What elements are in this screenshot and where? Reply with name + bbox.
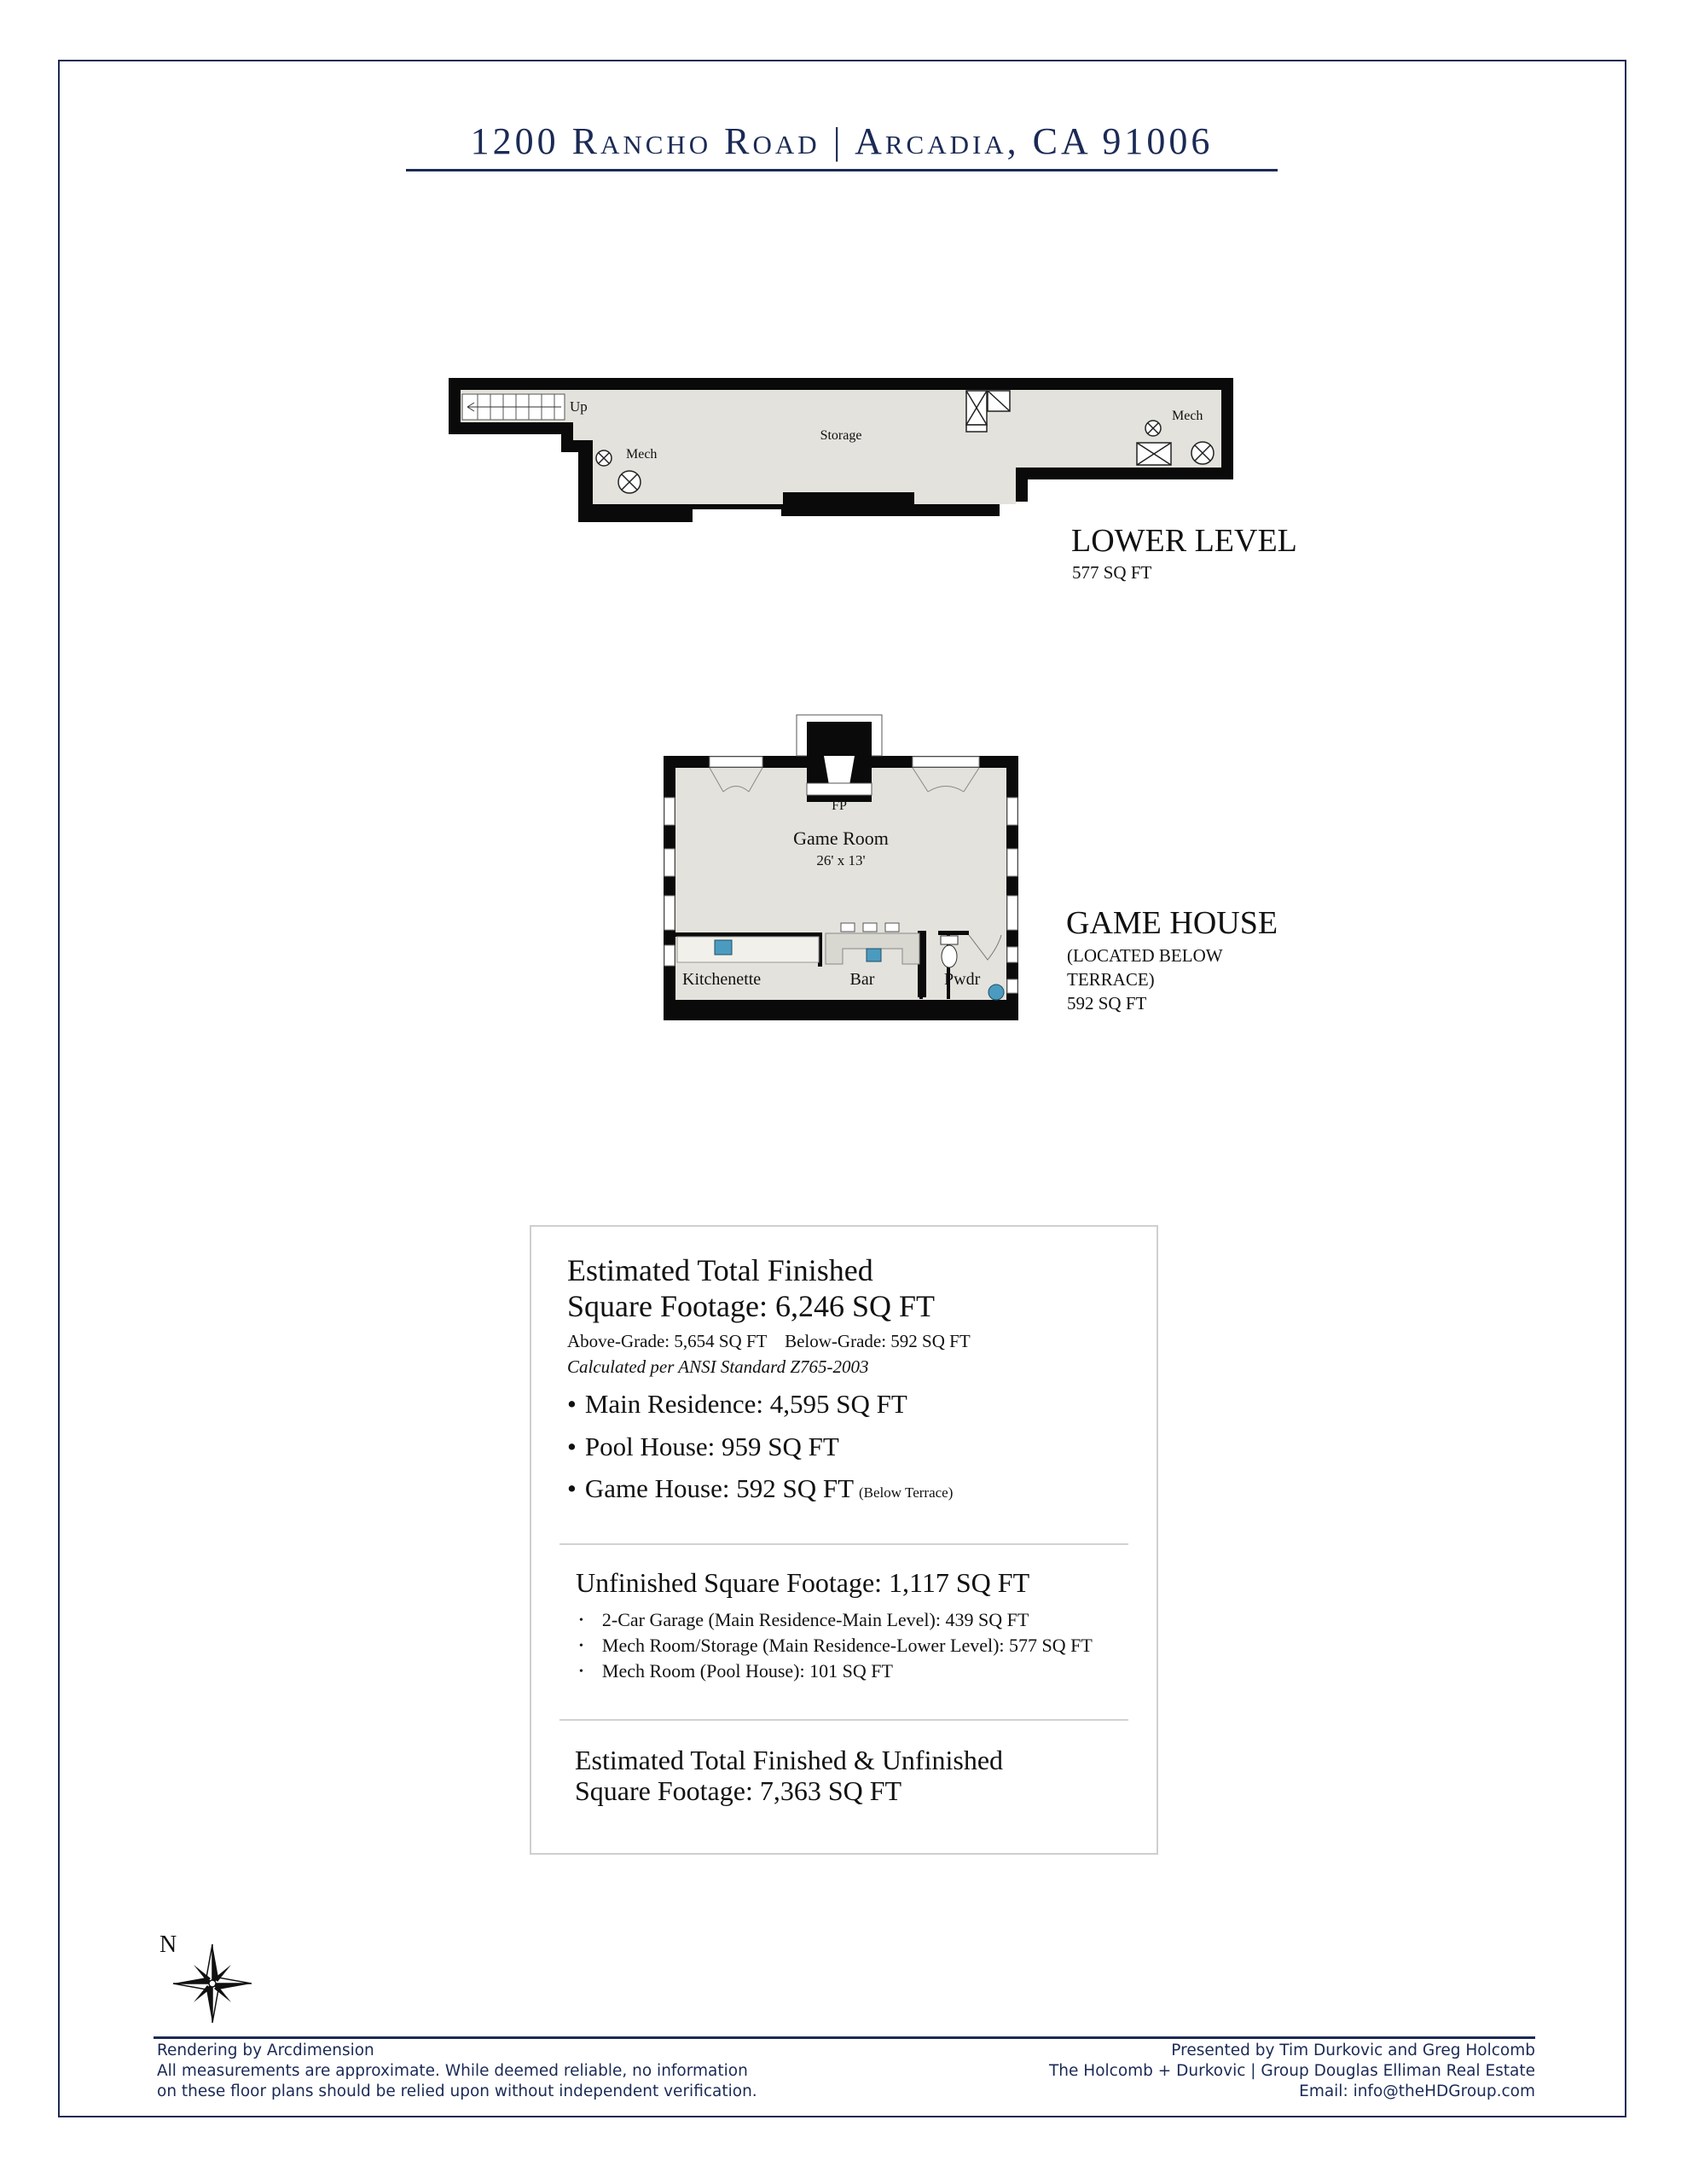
fireplace-icon <box>797 715 882 802</box>
footer-right-2: The Holcomb + Durkovic | Group Douglas Elliman Real Estate <box>1049 2062 1535 2080</box>
grade-breakdown: Above-Grade: 5,654 SQ FT Below-Grade: 592 SQ FT <box>567 1331 971 1351</box>
kitchenette-counter <box>677 937 819 962</box>
square-footage-summary <box>530 1225 1158 1855</box>
game-house-note-2: TERRACE) <box>1067 969 1155 990</box>
north-label: N <box>159 1931 177 1958</box>
bar-label: Bar <box>849 970 875 989</box>
lower-level-wall-thick <box>783 492 914 504</box>
compass-rose-icon <box>158 1930 252 2024</box>
lower-level-title: LOWER LEVEL <box>1071 523 1297 559</box>
pool-house-text: Pool House: 959 SQ FT <box>584 1432 839 1461</box>
game-room-label: Game Room <box>793 828 889 849</box>
kitchenette-label: Kitchenette <box>682 970 762 989</box>
floor-plans <box>0 0 1687 1066</box>
stairs-icon <box>462 394 565 420</box>
game-house-plan <box>664 715 1018 1020</box>
pwdr-sink-icon <box>988 985 1004 1000</box>
footer-contact <box>1049 2041 1535 2102</box>
footer-rule <box>154 2036 1535 2039</box>
game-house-note: (Below Terrace) <box>859 1484 954 1501</box>
total-title-2: Square Footage: 7,363 SQ FT <box>575 1775 902 1806</box>
storage-label: Storage <box>820 428 862 443</box>
footer-left-2: All measurements are approximate. While deemed reliable, no information <box>157 2062 748 2080</box>
unfinished-title: Unfinished Square Footage: 1,117 SQ FT <box>576 1567 1030 1598</box>
unfinished-item: • Mech Room/Storage (Main Residence-Lower Level): 577 SQ FT <box>579 1635 1093 1657</box>
footer-right-3: Email: info@theHDGroup.com <box>1299 2082 1535 2100</box>
bar-stool-icon <box>841 923 899 932</box>
game-house-area: 592 SQ FT <box>1067 993 1147 1014</box>
game-house-item <box>567 1473 953 1504</box>
lower-level-area: 577 SQ FT <box>1072 562 1152 583</box>
main-residence-item <box>567 1389 907 1420</box>
unfinished-item: • Mech Room (Pool House): 101 SQ FT <box>579 1660 893 1682</box>
ansi-standard: Calculated per ANSI Standard Z765-2003 <box>567 1356 869 1377</box>
lower-level-plan <box>449 378 1233 522</box>
game-house-text: Game House: 592 SQ FT <box>584 1473 855 1503</box>
footer-left-1: Rendering by Arcdimension <box>157 2042 374 2059</box>
footer-credits <box>157 2041 757 2102</box>
footer-left-3: on these floor plans should be relied upon without independent verification. <box>157 2082 757 2100</box>
pwdr-label: Pwdr <box>944 970 981 989</box>
divider <box>559 1543 1128 1545</box>
mech-right-label: Mech <box>1172 409 1203 423</box>
finished-title-2: Square Footage: 6,246 SQ FT <box>567 1289 935 1323</box>
footer-right-1: Presented by Tim Durkovic and Greg Holcomb <box>1171 2042 1535 2059</box>
mech-left-label: Mech <box>626 447 658 462</box>
page-title: 1200 Rancho Road | Arcadia, CA 91006 <box>470 120 1214 162</box>
finished-title-1: Estimated Total Finished <box>567 1253 873 1287</box>
total-title-1: Estimated Total Finished & Unfinished <box>575 1745 1004 1775</box>
main-residence-text: Main Residence: 4,595 SQ FT <box>584 1389 907 1419</box>
up-label: Up <box>570 398 588 415</box>
sink-icon <box>715 940 732 955</box>
game-house-title: GAME HOUSE <box>1066 905 1278 941</box>
toilet-icon <box>941 936 958 967</box>
fp-label: FP <box>832 799 847 813</box>
game-room-dims: 26' x 13' <box>816 852 866 868</box>
divider <box>559 1719 1128 1721</box>
lower-level-door-gap <box>693 509 781 516</box>
bar-sink-icon <box>867 949 881 961</box>
unfinished-item: • 2-Car Garage (Main Residence-Main Level): 439 SQ FT <box>579 1609 1029 1631</box>
game-house-note-1: (LOCATED BELOW <box>1067 945 1223 966</box>
pool-house-item <box>567 1432 839 1462</box>
